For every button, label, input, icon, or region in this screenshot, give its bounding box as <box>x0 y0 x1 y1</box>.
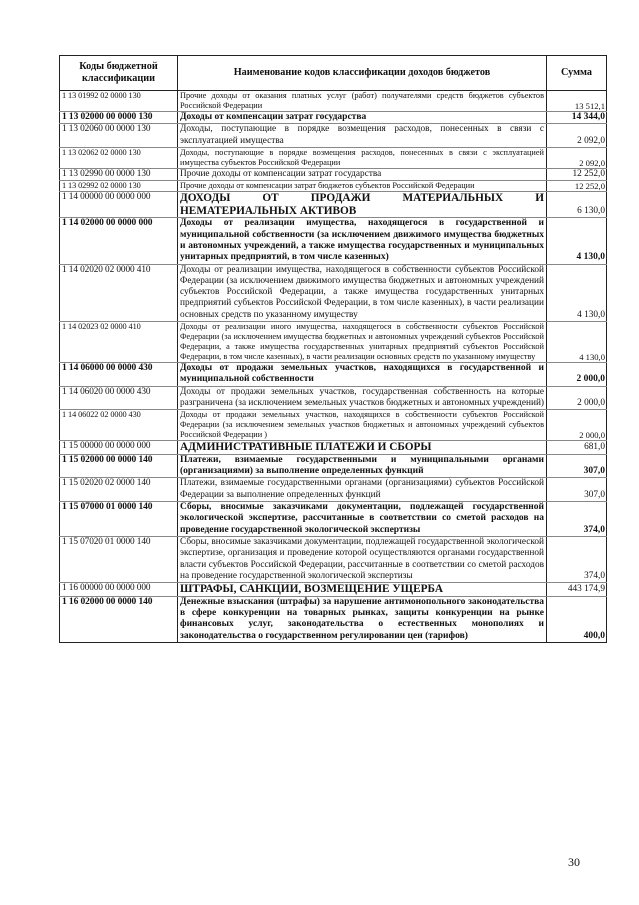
amount-cell: 13 512,1 <box>547 91 607 112</box>
table-row <box>60 124 607 147</box>
name-cell: Доходы от компенсации затрат государства <box>178 112 547 124</box>
table-row <box>60 264 607 321</box>
name-cell: Доходы от продажи земельных участков, государственная собственность на которые разграничена (за исключением земельных участков бюджетных и автономных учреждений) <box>178 386 547 409</box>
code-cell: 1 15 02020 02 0000 140 <box>60 478 178 501</box>
amount-cell: 12 252,0 <box>547 181 607 192</box>
amount-cell: 307,0 <box>547 478 607 501</box>
table-row <box>60 91 607 112</box>
amount-cell: 307,0 <box>547 454 607 478</box>
name-cell: Прочие доходы от оказания платных услуг (работ) получателями средств бюджетов субъектов Российской Федерации <box>178 91 547 112</box>
table-row <box>60 501 607 536</box>
code-cell: 1 15 07020 01 0000 140 <box>60 537 178 583</box>
table-row <box>60 441 607 455</box>
code-cell: 1 13 02000 00 0000 130 <box>60 112 178 124</box>
code-cell: 1 14 00000 00 0000 000 <box>60 192 178 218</box>
amount-cell: 2 000,0 <box>547 362 607 386</box>
table-row <box>60 582 607 596</box>
header-amount: Сумма <box>547 56 607 91</box>
amount-cell: 6 130,0 <box>547 192 607 218</box>
amount-cell: 14 344,0 <box>547 112 607 124</box>
code-cell: 1 14 06022 02 0000 430 <box>60 410 178 441</box>
code-cell: 1 15 07000 01 0000 140 <box>60 501 178 536</box>
amount-cell: 374,0 <box>547 537 607 583</box>
amount-cell: 374,0 <box>547 501 607 536</box>
code-cell: 1 14 02000 00 0000 000 <box>60 218 178 265</box>
table-row <box>60 192 607 218</box>
name-cell: Прочие доходы от компенсации затрат государства <box>178 168 547 180</box>
name-cell: Прочие доходы от компенсации затрат бюджетов субъектов Российской Федерации <box>178 181 547 192</box>
amount-cell: 12 252,0 <box>547 168 607 180</box>
amount-cell: 2 092,0 <box>547 124 607 147</box>
table-row <box>60 181 607 192</box>
code-cell: 1 15 00000 00 0000 000 <box>60 441 178 455</box>
header-name: Наименование кодов классификации доходов бюджетов <box>178 56 547 91</box>
table-row <box>60 454 607 478</box>
code-cell: 1 13 02062 02 0000 130 <box>60 147 178 168</box>
name-cell: АДМИНИСТРАТИВНЫЕ ПЛАТЕЖИ И СБОРЫ <box>178 441 547 455</box>
table-header-row <box>60 56 607 91</box>
name-cell: Доходы от реализации иного имущества, находящегося в собственности субъектов Российской Федерации (за исключением имущества бюджетных и автономных учреждений субъектов Российской Федерации, а также имущества государственных унитарных предприятий субъектов Российской Федерации, в том числе казенных), в части реализации основных средств по указанному имуществу <box>178 321 547 362</box>
table-body <box>60 91 607 643</box>
page-number: 30 <box>568 855 580 869</box>
document-page <box>59 55 606 643</box>
code-cell: 1 14 06020 00 0000 430 <box>60 386 178 409</box>
name-cell: Платежи, взимаемые государственными и муниципальными органами (организациями) за выполнение определенных функций <box>178 454 547 478</box>
code-cell: 1 16 02000 00 0000 140 <box>60 596 178 643</box>
table-row <box>60 410 607 441</box>
code-cell: 1 13 02992 02 0000 130 <box>60 181 178 192</box>
table-row <box>60 478 607 501</box>
table-row <box>60 168 607 180</box>
name-cell: Сборы, вносимые заказчиками документации, подлежащей государственной экологической экспертизе, организация и проведение которой осуществляются органами государственной власти субъектов Российской Федерации, рассчитанные в соответствии со сметой расходов на проведение государственной экологической экспертизы <box>178 537 547 583</box>
code-cell: 1 14 02023 02 0000 410 <box>60 321 178 362</box>
code-cell: 1 13 01992 02 0000 130 <box>60 91 178 112</box>
code-cell: 1 16 00000 00 0000 000 <box>60 582 178 596</box>
table-row <box>60 362 607 386</box>
name-cell: Доходы от реализации имущества, находящегося в государственной и муниципальной собственности (за исключением движимого имущества бюджетных и автономных учреждений, а также имущества государственных и муниципальных унитарных предприятий, в том числе казенных) <box>178 218 547 265</box>
amount-cell: 2 092,0 <box>547 147 607 168</box>
amount-cell: 4 130,0 <box>547 264 607 321</box>
code-cell: 1 14 02020 02 0000 410 <box>60 264 178 321</box>
amount-cell: 4 130,0 <box>547 321 607 362</box>
amount-cell: 443 174,9 <box>547 582 607 596</box>
code-cell: 1 14 06000 00 0000 430 <box>60 362 178 386</box>
amount-cell: 681,0 <box>547 441 607 455</box>
amount-cell: 4 130,0 <box>547 218 607 265</box>
name-cell: Доходы от реализации имущества, находящегося в собственности субъектов Российской Федерации (за исключением движимого имущества бюджетных и автономных учреждений субъектов Российской Федерации, а также имущества государственных унитарных предприятий субъектов Российской Федерации, в том числе казенных), в части реализации основных средств по указанному имуществу <box>178 264 547 321</box>
table-row <box>60 321 607 362</box>
name-cell: Доходы, поступающие в порядке возмещения расходов, понесенных в связи с эксплуатацией имущества субъектов Российской Федерации <box>178 147 547 168</box>
amount-cell: 2 000,0 <box>547 410 607 441</box>
table-row <box>60 218 607 265</box>
amount-cell: 400,0 <box>547 596 607 643</box>
code-cell: 1 13 02060 00 0000 130 <box>60 124 178 147</box>
name-cell: Доходы от продажи земельных участков, находящихся в собственности субъектов Российской Федерации (за исключением земельных участков бюджетных и автономных учреждений субъектов Российской Федерации ) <box>178 410 547 441</box>
name-cell: Доходы от продажи земельных участков, находящихся в государственной и муниципальной собственности <box>178 362 547 386</box>
revenue-classification-table <box>59 55 607 643</box>
name-cell: Денежные взыскания (штрафы) за нарушение антимонопольного законодательства в сфере конкуренции на товарных рынках, защиты конкуренции на рынке финансовых услуг, законодательства о естественных монополиях и законодательства о государственном регулировании цен (тарифов) <box>178 596 547 643</box>
name-cell: ДОХОДЫ ОТ ПРОДАЖИ МАТЕРИАЛЬНЫХ И НЕМАТЕРИАЛЬНЫХ АКТИВОВ <box>178 192 547 218</box>
table-row <box>60 596 607 643</box>
table-row <box>60 537 607 583</box>
table-row <box>60 147 607 168</box>
name-cell: ШТРАФЫ, САНКЦИИ, ВОЗМЕЩЕНИЕ УЩЕРБА <box>178 582 547 596</box>
name-cell: Сборы, вносимые заказчиками документации, подлежащей государственной экологической экспертизе, рассчитанные в соответствии со сметой расходов на проведение государственной экологической экспертизы <box>178 501 547 536</box>
code-cell: 1 15 02000 00 0000 140 <box>60 454 178 478</box>
code-cell: 1 13 02990 00 0000 130 <box>60 168 178 180</box>
amount-cell: 2 000,0 <box>547 386 607 409</box>
name-cell: Доходы, поступающие в порядке возмещения расходов, понесенных в связи с эксплуатацией имущества <box>178 124 547 147</box>
header-code: Коды бюджетной классификации <box>60 56 178 91</box>
name-cell: Платежи, взимаемые государственными органами (организациями) субъектов Российской Федерации за выполнение определенных функций <box>178 478 547 501</box>
table-row <box>60 386 607 409</box>
table-row <box>60 112 607 124</box>
